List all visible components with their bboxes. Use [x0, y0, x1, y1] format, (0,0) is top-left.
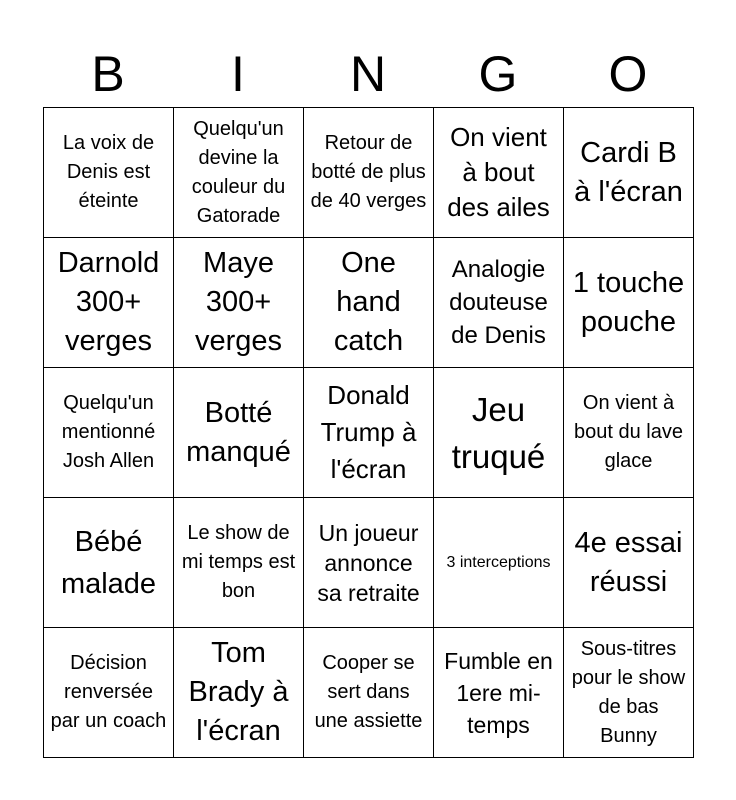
- header-letter-n: N: [349, 46, 387, 102]
- cell-text: One hand catch: [333, 247, 404, 357]
- cell-text: Darnold 300+ verges: [57, 247, 160, 357]
- cell-text: Cardi B à l'écran: [574, 136, 683, 208]
- cell-text: Fumble en 1ere mi-temps: [444, 647, 553, 738]
- bingo-cell[interactable]: [304, 498, 434, 628]
- cell-text: Décision renversée par un coach: [50, 652, 167, 732]
- cell-text: La voix de Denis est éteinte: [62, 132, 155, 212]
- bingo-cell[interactable]: [564, 108, 694, 238]
- cell-text: Cooper se sert dans une assiette: [314, 652, 423, 732]
- bingo-cell[interactable]: [434, 368, 564, 498]
- cell-text: Quelqu'un devine la couleur du Gatorade: [191, 117, 286, 227]
- bingo-cell[interactable]: [174, 108, 304, 238]
- bingo-cell[interactable]: [174, 368, 304, 498]
- cell-text: Maye 300+ verges: [194, 247, 283, 357]
- cell-text: Sous-titres pour le show de bas Bunny: [571, 637, 686, 747]
- bingo-cell[interactable]: [304, 628, 434, 758]
- bingo-cell[interactable]: [564, 368, 694, 498]
- header-letter-o: O: [608, 46, 648, 102]
- bingo-cell[interactable]: [304, 368, 434, 498]
- bingo-cell[interactable]: [174, 238, 304, 368]
- bingo-header: [43, 40, 693, 108]
- cell-text: 1 touche pouche: [572, 266, 685, 338]
- cell-text: Donald Trump à l'écran: [320, 380, 417, 484]
- bingo-cell[interactable]: [44, 238, 174, 368]
- header-letter-b: B: [91, 46, 125, 102]
- cell-text: Analogie douteuse de Denis: [449, 256, 548, 349]
- cell-text: Tom Brady à l'écran: [188, 637, 289, 747]
- cell-text: Bébé malade: [60, 525, 157, 600]
- bingo-cell[interactable]: [44, 628, 174, 758]
- cell-text: 4e essai réussi: [574, 526, 683, 598]
- cell-text: Quelqu'un mentionné Josh Allen: [61, 392, 156, 472]
- bingo-cell[interactable]: [44, 108, 174, 238]
- header-letter-g: G: [478, 46, 518, 102]
- bingo-cell[interactable]: [174, 498, 304, 628]
- bingo-cell[interactable]: [564, 628, 694, 758]
- bingo-cell[interactable]: [174, 628, 304, 758]
- bingo-cell[interactable]: [434, 628, 564, 758]
- bingo-cell[interactable]: [44, 498, 174, 628]
- bingo-cell[interactable]: [564, 498, 694, 628]
- bingo-cell[interactable]: [564, 238, 694, 368]
- bingo-grid: [43, 107, 694, 758]
- cell-text: 3 interceptions: [446, 554, 551, 571]
- bingo-cell[interactable]: [434, 108, 564, 238]
- cell-text: On vient à bout du lave glace: [574, 392, 683, 472]
- bingo-cell[interactable]: [434, 498, 564, 628]
- bingo-cell[interactable]: [304, 108, 434, 238]
- cell-text: Jeu truqué: [451, 390, 546, 475]
- bingo-cell[interactable]: [434, 238, 564, 368]
- cell-text: On vient à bout des ailes: [447, 122, 550, 222]
- header-letter-i: I: [231, 46, 245, 102]
- cell-text: Botté manqué: [186, 396, 291, 468]
- bingo-cell[interactable]: [304, 238, 434, 368]
- cell-text: Un joueur annonce sa retraite: [317, 519, 420, 606]
- bingo-cell[interactable]: [44, 368, 174, 498]
- cell-text: Retour de botté de plus de 40 verges: [310, 132, 427, 212]
- cell-text: Le show de mi temps est bon: [181, 522, 296, 602]
